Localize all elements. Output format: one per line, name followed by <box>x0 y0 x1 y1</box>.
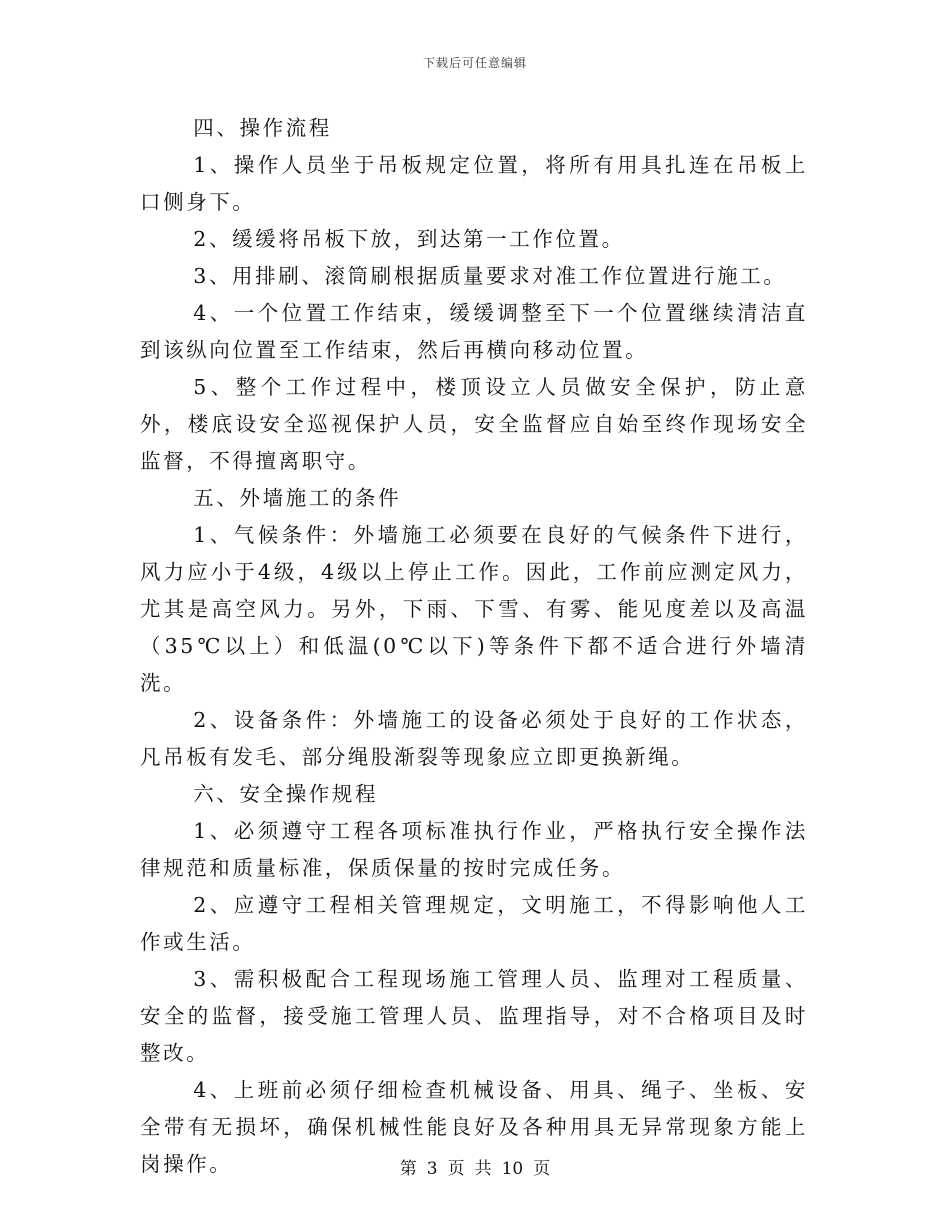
footer-suffix: 页 <box>533 1159 551 1179</box>
paragraph: 4、上班前必须仔细检查机械设备、用具、绳子、坐板、安全带有无损坏，确保机械性能良好及各种用具无异常现象方能上岗操作。 <box>140 1078 808 1176</box>
paragraph: 4、一个位置工作结束，缓缓调整至下一个位置继续清洁直到该纵向位置至工作结束，然后再横向移动位置。 <box>140 301 808 362</box>
section-heading-wall-conditions: 五、外墙施工的条件 <box>193 486 402 510</box>
current-page-number: 3 <box>426 1159 438 1179</box>
paragraph: 5、整个工作过程中，楼顶设立人员做安全保护，防止意外，楼底设安全巡视保护人员，安全监督应自始至终作现场安全监督，不得擅离职守。 <box>140 375 808 473</box>
document-body <box>140 110 808 1183</box>
paragraph: 2、缓缓将吊板下放，到达第一工作位置。 <box>193 227 625 251</box>
footer-total-word: 共 <box>474 1159 492 1179</box>
paragraph: 1、气候条件：外墙施工必须要在良好的气候条件下进行，风力应小于4级，4级以上停止工作。因此，工作前应测定风力，尤其是高空风力。另外，下雨、下雪、有雾、能见度差以及高温（35℃以上）和低温(0℃以下)等条件下都不适合进行外墙清洗。 <box>140 523 808 695</box>
paragraph: 2、应遵守工程相关管理规定，文明施工，不得影响他人工作或生活。 <box>140 893 808 954</box>
section-heading-operation-flow: 四、操作流程 <box>193 116 332 140</box>
page-number-footer <box>0 1154 950 1179</box>
paragraph: 1、必须遵守工程各项标准执行作业，严格执行安全操作法律规范和质量标准，保质保量的按时完成任务。 <box>140 819 808 880</box>
paragraph: 3、用排刷、滚筒刷根据质量要求对准工作位置进行施工。 <box>193 264 787 288</box>
total-page-count: 10 <box>501 1159 524 1179</box>
paragraph: 2、设备条件：外墙施工的设备必须处于良好的工作状态，凡吊板有发毛、部分绳股渐裂等现象应立即更换新绳。 <box>140 708 808 769</box>
page-header-note: 下载后可任意编辑 <box>422 56 527 70</box>
footer-prefix: 第 <box>399 1159 417 1179</box>
footer-page-word: 页 <box>447 1159 465 1179</box>
paragraph: 3、需积极配合工程现场施工管理人员、监理对工程质量、安全的监督，接受施工管理人员、监理指导，对不合格项目及时整改。 <box>140 967 808 1065</box>
paragraph: 1、操作人员坐于吊板规定位置，将所有用具扎连在吊板上口侧身下。 <box>140 153 808 214</box>
section-heading-safety-rules: 六、安全操作规程 <box>193 782 379 806</box>
